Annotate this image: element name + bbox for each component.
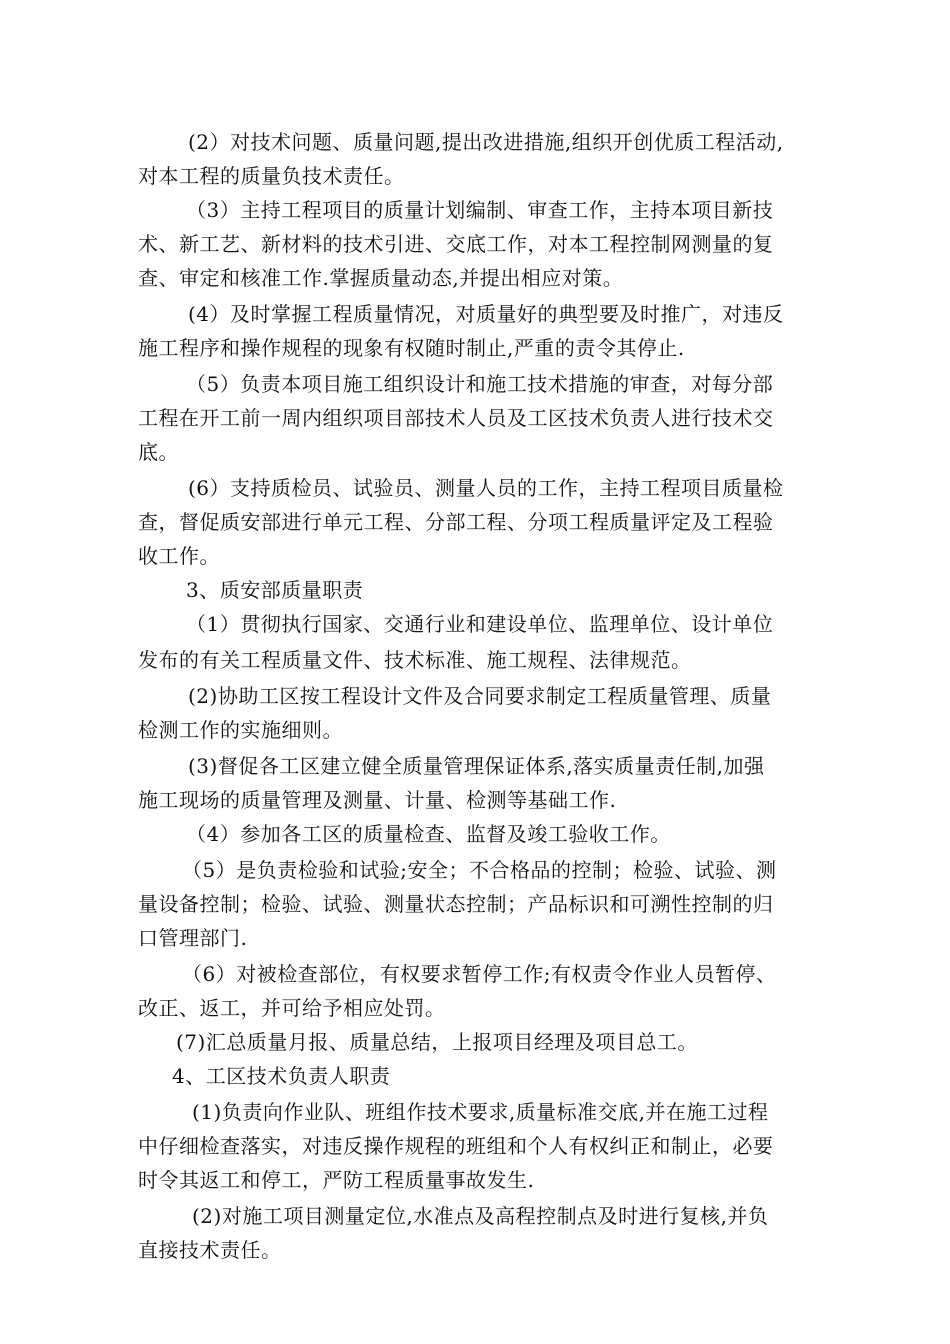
text-line: (2)对施工项目测量定位,水准点及高程控制点及时进行复核,并负 <box>192 1204 769 1228</box>
text-line: 时令其返工和停工，严防工程质量事故发生. <box>138 1168 535 1192</box>
text-line: 量设备控制；检验、试验、测量状态控制；产品标识和可溯性控制的归 <box>138 892 774 916</box>
text-line: (6）支持质检员、试验员、测量人员的工作，主持工程项目质量检 <box>188 476 784 500</box>
text-line: （5）是负责检验和试验;安全；不合格品的控制；检验、试验、测 <box>182 858 777 882</box>
text-line: （1）贯彻执行国家、交通行业和建设单位、监理单位、设计单位 <box>186 612 774 636</box>
text-line: 工程在开工前一周内组织项目部技术人员及工区技术负责人进行技术交 <box>138 406 774 430</box>
text-line: (2)协助工区按工程设计文件及合同要求制定工程质量管理、质量 <box>188 684 772 708</box>
text-line: 直接技术责任。 <box>138 1238 282 1262</box>
text-line: 施工现场的质量管理及测量、计量、检测等基础工作. <box>138 788 617 812</box>
text-line: 发布的有关工程质量文件、技术标准、施工规程、法律规范。 <box>138 648 692 672</box>
text-line: （6）对被检查部位，有权要求暂停工作;有权责令作业人员暂停、 <box>182 962 777 986</box>
text-line: 中仔细检查落实，对违反操作规程的班组和个人有权纠正和制止，必要 <box>138 1134 774 1158</box>
text-line: （3）主持工程项目的质量计划编制、审查工作，主持本项目新技 <box>186 198 774 222</box>
text-line: (4）及时掌握工程质量情况，对质量好的典型要及时推广，对违反 <box>188 302 784 326</box>
text-line: 对本工程的质量负技术责任。 <box>138 164 405 188</box>
text-line: 收工作。 <box>138 544 220 568</box>
text-line: 施工程序和操作规程的现象有权随时制止,严重的责令其停止. <box>138 336 685 360</box>
text-line: (3)督促各工区建立健全质量管理保证体系,落实质量责任制,加强 <box>188 754 765 778</box>
text-line: 口管理部门. <box>138 926 248 950</box>
text-line: 术、新工艺、新材料的技术引进、交底工作，对本工程控制网测量的复 <box>138 232 774 256</box>
section-heading: 3、质安部质量职责 <box>186 578 364 602</box>
text-line: 检测工作的实施细则。 <box>138 718 343 742</box>
text-line: （5）负责本项目施工组织设计和施工技术措施的审查，对每分部 <box>186 372 774 396</box>
text-line: (1)负责向作业队、班组作技术要求,质量标准交底,并在施工过程 <box>192 1100 769 1124</box>
text-line: 底。 <box>138 440 179 464</box>
text-line: （4）参加各工区的质量检查、监督及竣工验收工作。 <box>186 822 671 846</box>
text-line: (7)汇总质量月报、质量总结，上报项目经理及项目总工。 <box>176 1030 698 1054</box>
text-line: 改正、返工，并可给予相应处罚。 <box>138 996 446 1020</box>
text-line: (2）对技术问题、质量问题,提出改进措施,组织开创优质工程活动, <box>188 130 784 154</box>
text-line: 查，督促质安部进行单元工程、分部工程、分项工程质量评定及工程验 <box>138 510 774 534</box>
text-line: 查、审定和核准工作.掌握质量动态,并提出相应对策。 <box>138 266 624 290</box>
section-heading: 4、工区技术负责人职责 <box>172 1064 391 1088</box>
